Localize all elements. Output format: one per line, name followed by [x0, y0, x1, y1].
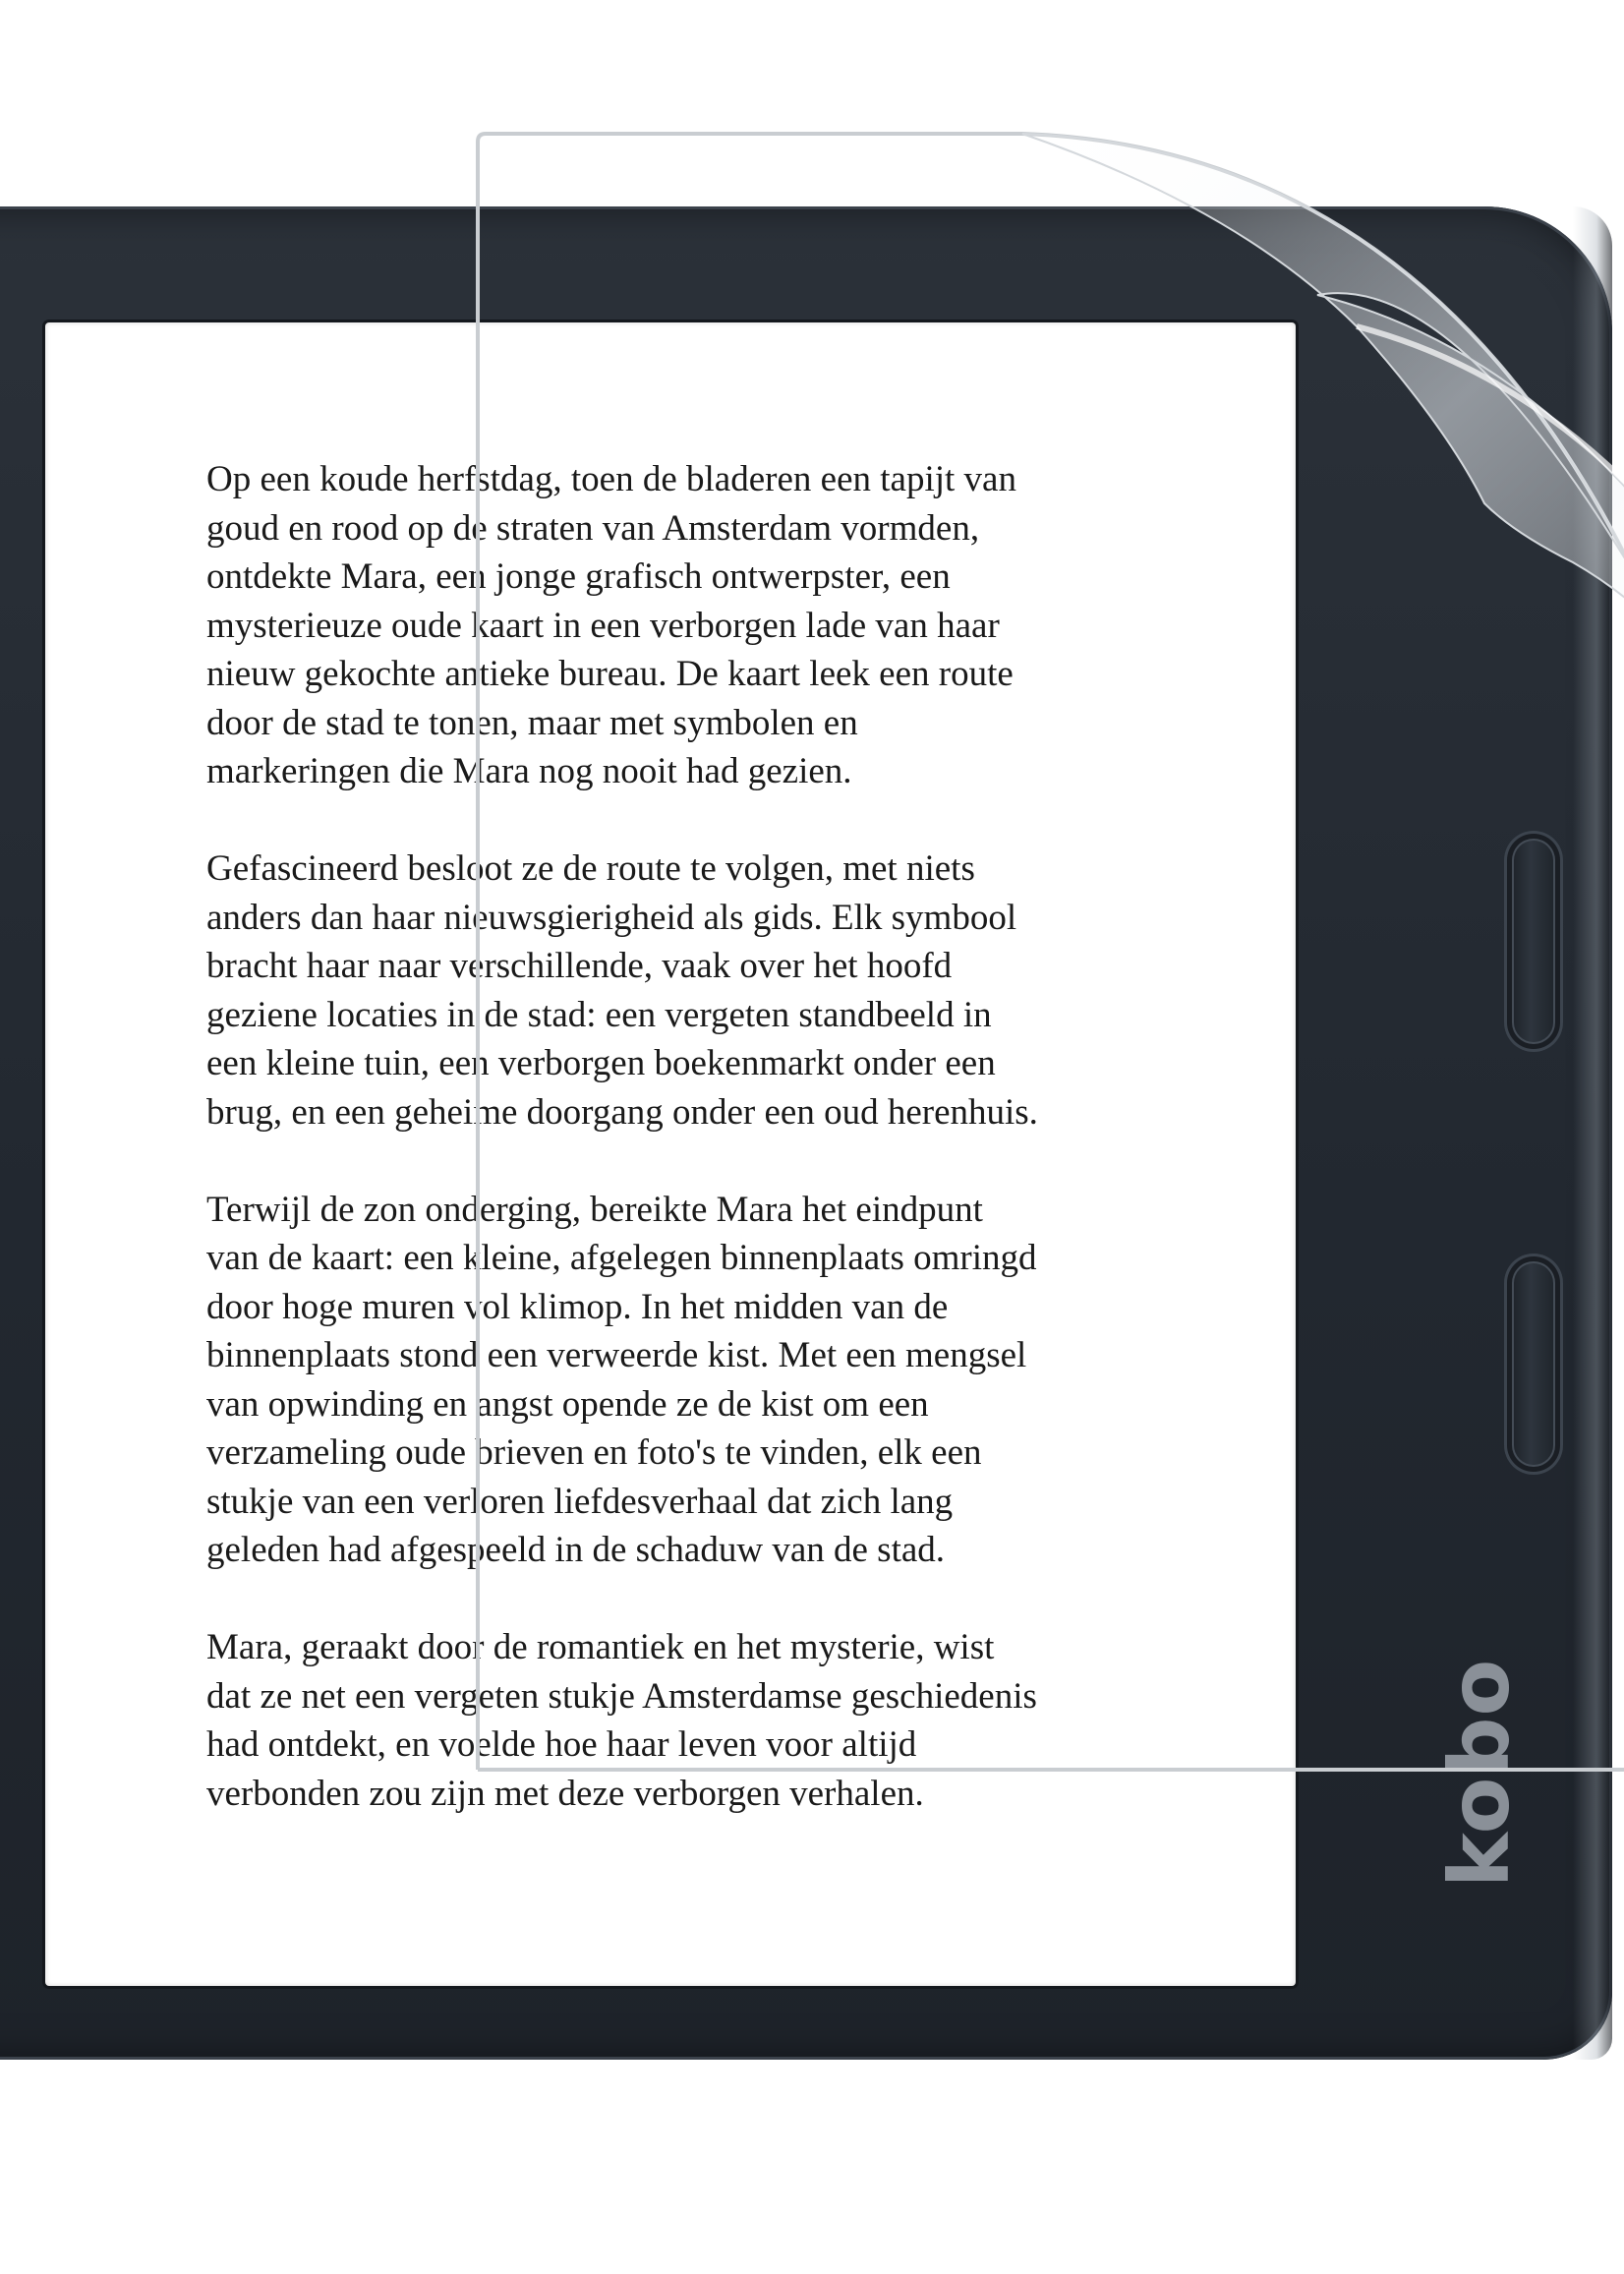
brand-logo: kobo — [1431, 1658, 1528, 1888]
reader-page-text — [206, 455, 1189, 1867]
paragraph-3: Terwijl de zon onderging, bereikte Mara het eindpunt van de kaart: een kleine, afgelegen binnenplaats omringd door hoge muren vol klimop. In het midden van de binnenplaats stond een verweerde kist. Met een mengsel van opwinding en angst opende ze de kist om een verzameling oude brieven en foto's te vinden, elk een stukje van een verloren liefdesverhaal dat zich lang geleden had afgespeeld in de schaduw van de stad. — [206, 1189, 1037, 1570]
page-back-button[interactable] — [1504, 1254, 1563, 1475]
device-edge-highlight — [1573, 206, 1612, 2060]
paragraph-2: Gefascineerd besloot ze de route te volgen, met niets anders dan haar nieuwsgierigheid als gids. Elk symbool bracht haar naar verschillende, vaak over het hoofd geziene locaties in de stad: een vergeten standbeeld in een kleine tuin, een verborgen boekenmarkt onder een brug, en een geheime doorgang onder een oud herenhuis. — [206, 848, 1038, 1133]
page-forward-button[interactable] — [1504, 831, 1563, 1052]
ereader-screen[interactable] — [45, 322, 1296, 1986]
paragraph-1: Op een koude herfstdag, toen de bladeren een tapijt van goud en rood op de straten van Amsterdam vormden, ontdekte Mara, een jonge grafisch ontwerpster, een mysterieuze oude kaart in een verborgen lade van haar nieuw gekochte antieke bureau. De kaart leek een route door de stad te tonen, maar met symbolen en markeringen die Mara nog nooit had gezien. — [206, 459, 1016, 791]
paragraph-4: Mara, geraakt door de romantiek en het mysterie, wist dat ze net een vergeten stukje Amsterdamse geschiedenis had ontdekt, en voelde hoe haar leven voor altijd verbonden zou zijn met deze verborgen verhalen. — [206, 1627, 1037, 1814]
